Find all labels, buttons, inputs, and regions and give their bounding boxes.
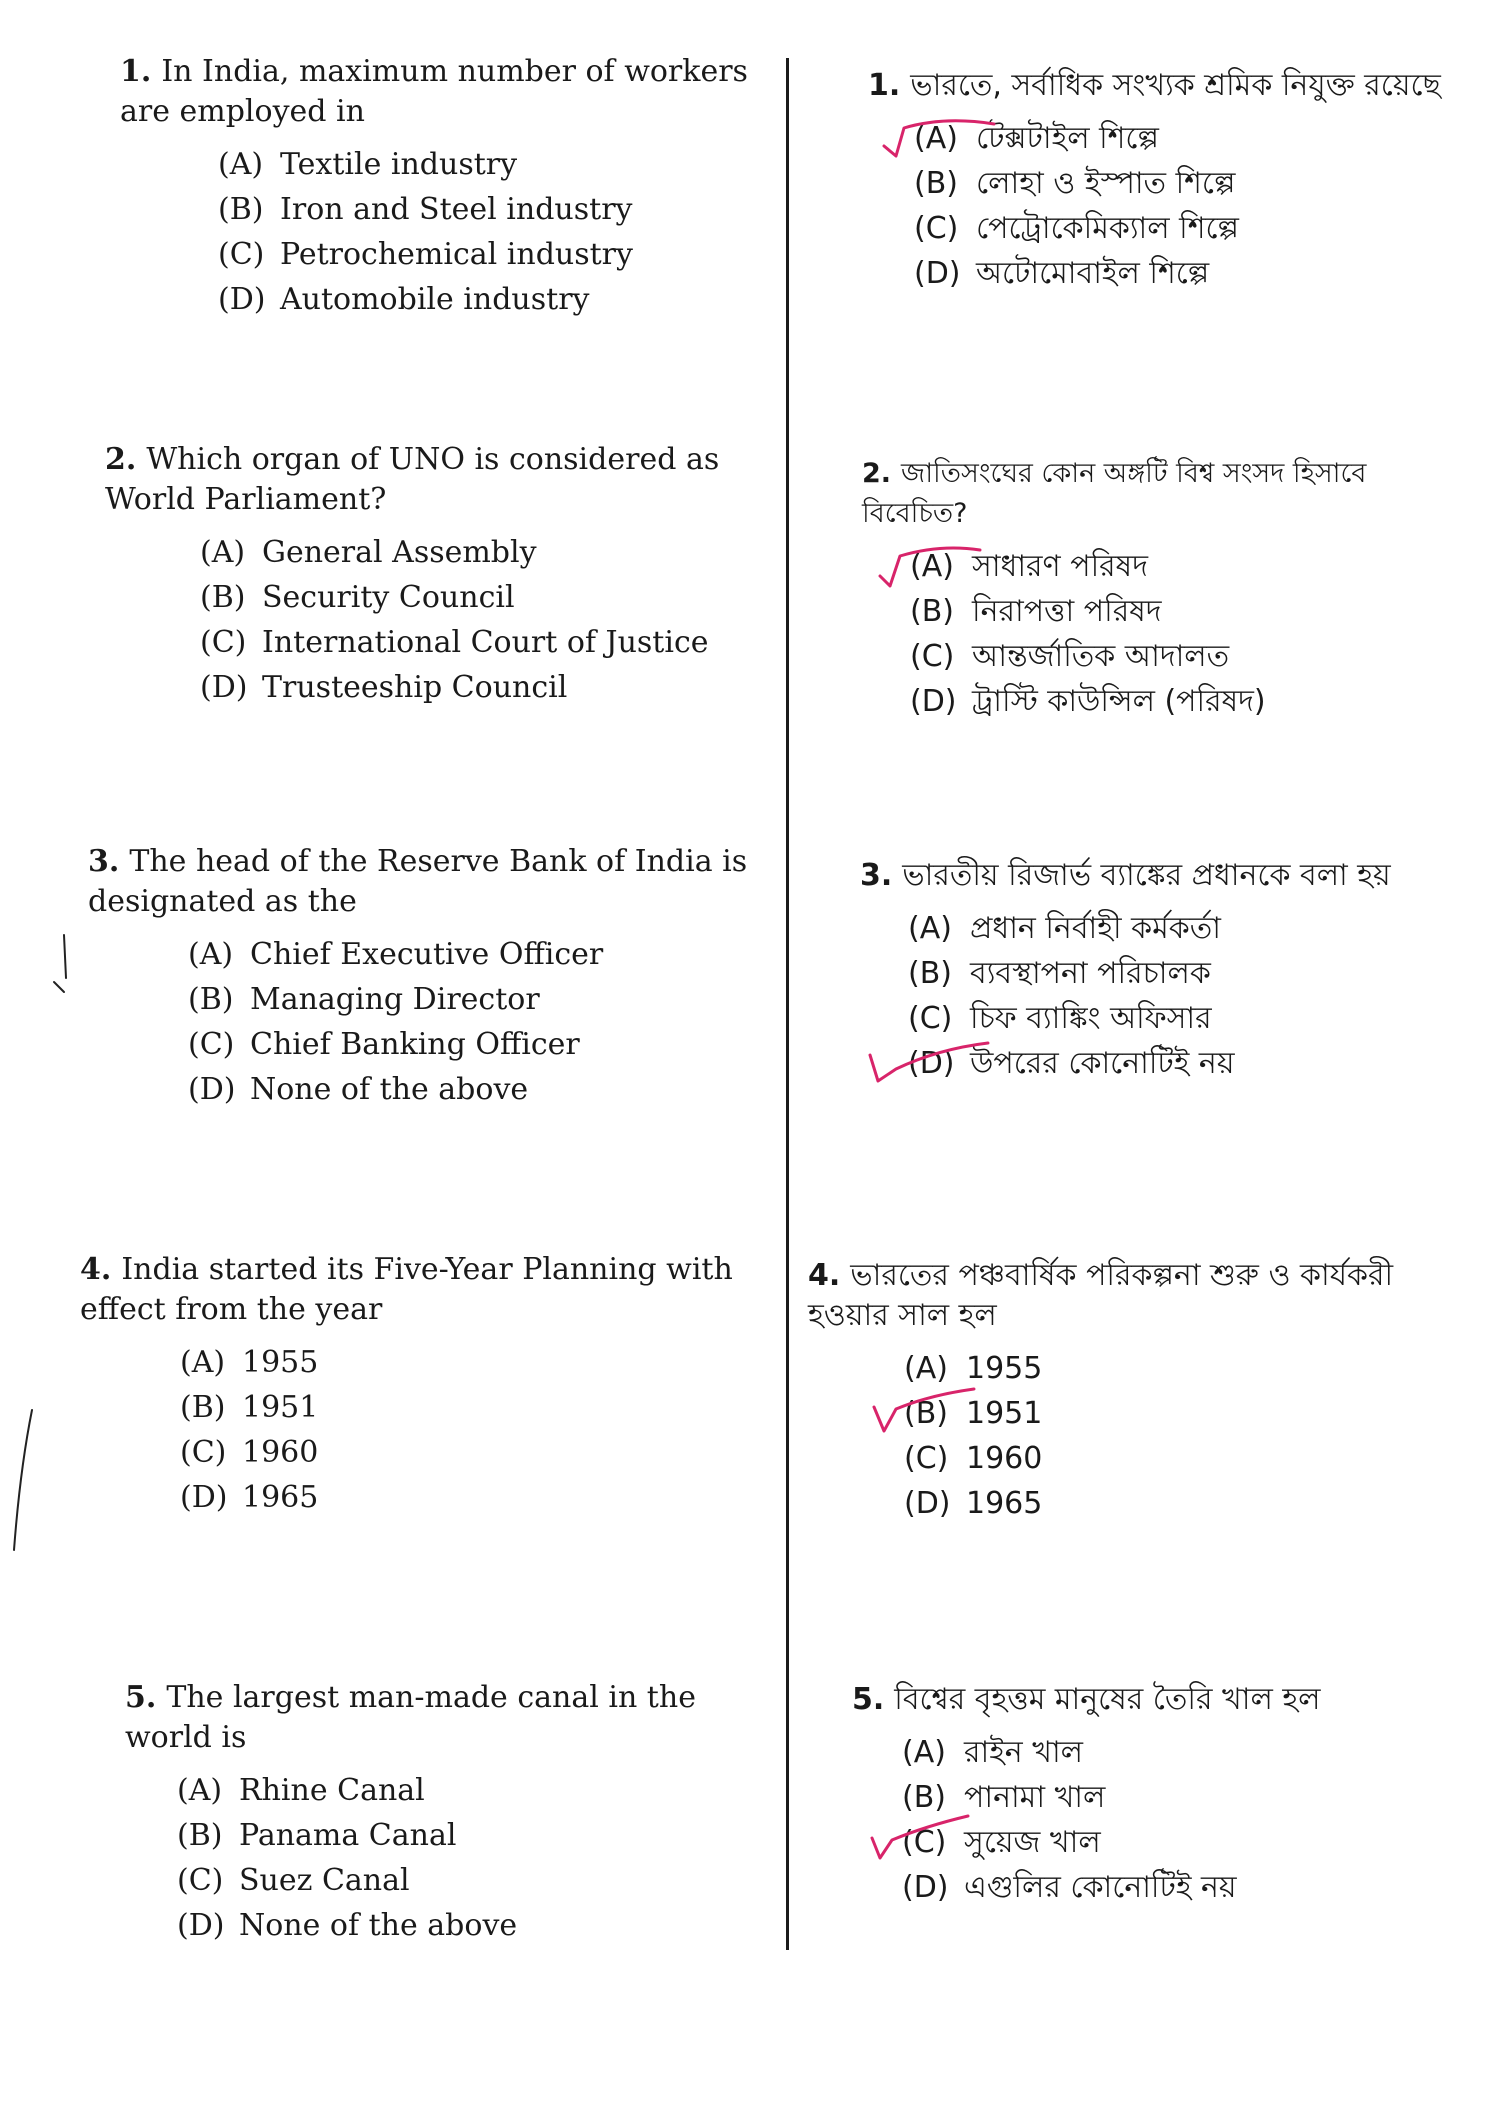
- option-d: (D) Automobile industry: [218, 282, 590, 317]
- option-c: (C) সুয়েজ খাল: [902, 1820, 1472, 1865]
- option-c: (C) Petrochemical industry: [218, 237, 633, 272]
- question-text: ভারতের পঞ্চবার্ষিক পরিকল্পনা শুরু ও কার্যকরী হওয়ার সাল হল: [808, 1258, 1394, 1333]
- question-bn-1: [868, 66, 1468, 296]
- option-d: (D) এগুলির কোনোটিই নয়: [902, 1870, 1237, 1905]
- options-list: [218, 142, 760, 322]
- option-a: (A) Chief Executive Officer: [188, 937, 604, 972]
- option-c: (C) আন্তর্জাতিক আদালত: [910, 639, 1230, 674]
- question-number: 3.: [88, 844, 120, 879]
- option-b: (B) পানামা খাল: [902, 1780, 1106, 1815]
- option-c: (C) Chief Banking Officer: [188, 1027, 580, 1062]
- option-d: (D) 1965: [904, 1486, 1043, 1521]
- option-b: (B) Panama Canal: [177, 1818, 457, 1853]
- options-list: [177, 1768, 765, 1948]
- option-a: (A) Textile industry: [218, 147, 518, 182]
- option-a: (A) 1955: [904, 1351, 1043, 1386]
- question-text: বিশ্বের বৃহত্তম মানুষের তৈরি খাল হল: [894, 1682, 1321, 1717]
- question-bn-2: [862, 454, 1472, 724]
- options-list: [200, 530, 760, 710]
- question-bn-4: [808, 1256, 1468, 1526]
- option-b: (B) 1951: [904, 1391, 1468, 1436]
- question-text: ভারতে, সর্বাধিক সংখ্যক শ্রমিক নিযুক্ত রয়েছে: [910, 68, 1441, 103]
- question-text: Which organ of UNO is considered as World Parliament?: [105, 442, 720, 517]
- question-number: 3.: [860, 858, 893, 893]
- question-text: In India, maximum number of workers are employed in: [120, 54, 748, 129]
- question-number: 1.: [868, 68, 901, 103]
- options-list: [910, 544, 1472, 724]
- question-number: 4.: [808, 1258, 841, 1293]
- option-a: (A) সাধারণ পরিষদ: [910, 544, 1472, 589]
- question-en-5: [125, 1678, 765, 1948]
- option-a: (A) টেক্সটাইল শিল্পে: [914, 116, 1468, 161]
- option-c: (C) পেট্রোকেমিক্যাল শিল্পে: [914, 211, 1239, 246]
- option-b: (B) ব্যবস্থাপনা পরিচালক: [908, 956, 1211, 991]
- question-number: 2.: [862, 458, 892, 489]
- question-text: The head of the Reserve Bank of India is designated as the: [88, 844, 748, 919]
- option-b: (B) নিরাপত্তা পরিষদ: [910, 594, 1162, 629]
- option-d: (D) ট্রাস্টি কাউন্সিল (পরিষদ): [910, 684, 1266, 719]
- option-c: (C) 1960: [904, 1441, 1043, 1476]
- option-d: (D) 1965: [180, 1480, 319, 1515]
- option-a: (A) 1955: [180, 1345, 319, 1380]
- option-d: (D) None of the above: [177, 1908, 518, 1943]
- question-number: 2.: [105, 442, 137, 477]
- option-b: (B) Managing Director: [188, 982, 540, 1017]
- scan-mark-left: [40, 930, 80, 1010]
- options-list: [180, 1340, 760, 1520]
- option-a: (A) General Assembly: [200, 535, 537, 570]
- option-c: (C) International Court of Justice: [200, 625, 709, 660]
- option-d: (D) None of the above: [188, 1072, 529, 1107]
- option-a: (A) রাইন খাল: [902, 1735, 1084, 1770]
- question-number: 5.: [125, 1680, 157, 1715]
- options-list: [904, 1346, 1468, 1526]
- option-c: (C) 1960: [180, 1435, 319, 1470]
- option-c: (C) Suez Canal: [177, 1863, 410, 1898]
- options-list: [902, 1730, 1472, 1910]
- option-b: (B) Security Council: [200, 580, 515, 615]
- options-list: [188, 932, 760, 1112]
- option-c: (C) চিফ ব্যাঙ্কিং অফিসার: [908, 1001, 1212, 1036]
- option-b: (B) লোহা ও ইস্পাত শিল্পে: [914, 166, 1236, 201]
- options-list: [908, 906, 1470, 1086]
- question-bn-5: [852, 1680, 1472, 1910]
- question-number: 1.: [120, 54, 152, 89]
- option-d: (D) Trusteeship Council: [200, 670, 568, 705]
- question-en-1: [120, 52, 760, 322]
- question-bn-3: [860, 856, 1470, 1086]
- option-a: (A) Rhine Canal: [177, 1773, 425, 1808]
- question-text: জাতিসংঘের কোন অঙ্গটি বিশ্ব সংসদ হিসাবে বিবেচিত?: [862, 458, 1367, 529]
- question-en-4: [80, 1250, 760, 1520]
- option-b: (B) 1951: [180, 1390, 319, 1425]
- question-number: 5.: [852, 1682, 885, 1717]
- options-list: [914, 116, 1468, 296]
- option-d: (D) উপরের কোনোটিই নয়: [908, 1041, 1470, 1086]
- question-en-2: [105, 440, 760, 710]
- option-a: (A) প্রধান নির্বাহী কর্মকর্তা: [908, 911, 1221, 946]
- question-number: 4.: [80, 1252, 112, 1287]
- question-text: India started its Five-Year Planning with effect from the year: [80, 1252, 733, 1327]
- scan-mark-left-lower: [2, 1400, 42, 1560]
- column-divider: [786, 58, 789, 1950]
- option-b: (B) Iron and Steel industry: [218, 192, 633, 227]
- question-en-3: [88, 842, 760, 1112]
- question-text: The largest man-made canal in the world is: [125, 1680, 696, 1755]
- option-d: (D) অটোমোবাইল শিল্পে: [914, 256, 1210, 291]
- question-text: ভারতীয় রিজার্ভ ব্যাঙ্কের প্রধানকে বলা হয়: [902, 858, 1391, 893]
